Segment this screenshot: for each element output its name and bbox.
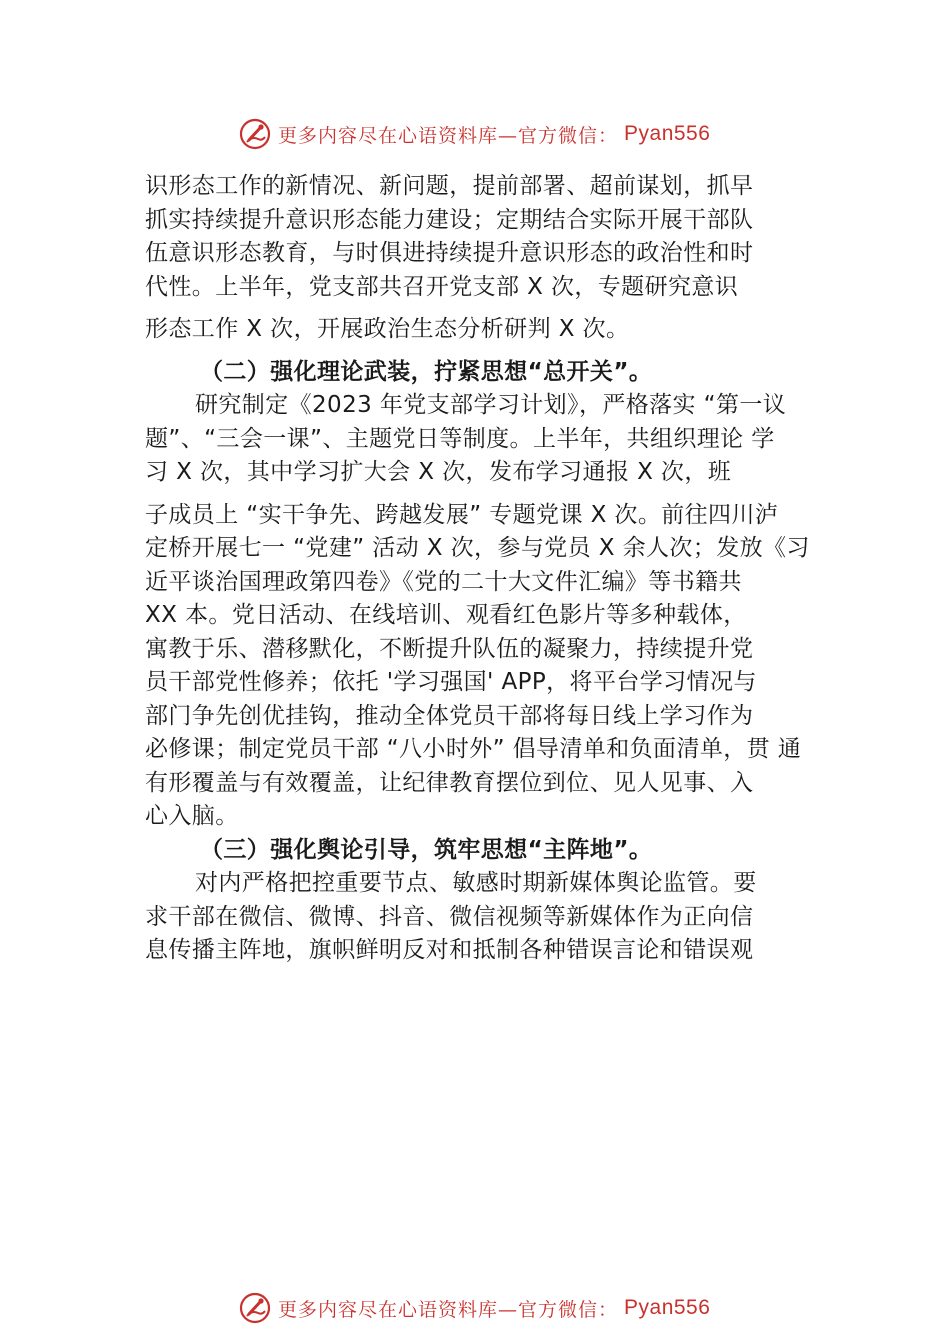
body-line: 息传播主阵地，旗帜鲜明反对和抵制各种错误言论和错误观: [145, 937, 754, 963]
body-line: 有形覆盖与有效覆盖，让纪律教育摆位到位、见人见事、入: [145, 769, 754, 796]
body-line: 心入脑。: [145, 803, 239, 829]
body-line: 部门争先创优挂钩，推动全体党员干部将每日线上学习作为: [145, 702, 754, 729]
watermark-id: Pyan556: [624, 122, 711, 145]
body-line: 识形态工作的新情况、新问题，提前部署、超前谋划，抓早: [145, 173, 754, 199]
stamp-seal-icon: [238, 117, 272, 151]
body-line: 必修课；制定党员干部 “八小时外” 倡导清单和负面清单，贯 通: [145, 736, 802, 762]
watermark-text: 更多内容尽在心语资料库—官方微信：: [278, 1298, 619, 1321]
body-line: 抓实持续提升意识形态能力建设；定期结合实际开展干部队: [145, 206, 754, 233]
body-line: 求干部在微信、微博、抖音、微信视频等新媒体作为正向信: [145, 903, 754, 930]
body-line: 寓教于乐、潜移默化，不断提升队伍的凝聚力，持续提升党: [145, 635, 754, 662]
body-line: XX 本。党日活动、在线培训、观看红色影片等多种载体，: [145, 602, 747, 628]
body-line: 形态工作 X 次，开展政治生态分析研判 X 次。: [145, 316, 630, 342]
body-line: 子成员上 “实干争先、跨越发展” 专题党课 X 次。前往四川泸: [145, 501, 779, 528]
body-line: 研究制定《2023 年党支部学习计划》，严格落实 “第一议: [195, 392, 787, 418]
body-line: 题”、“三会一课”、主题党日等制度。上半年，共组织理论 学: [145, 425, 775, 452]
body-line: 定桥开展七一 “党建” 活动 X 次，参与党员 X 余人次；发放《习: [145, 535, 810, 561]
body-line: 代性。上半年，党支部共召开党支部 X 次，专题研究意识: [145, 273, 739, 300]
body-line: 伍意识形态教育，与时俱进持续提升意识形态的政治性和时: [145, 240, 754, 266]
watermark-text: 更多内容尽在心语资料库—官方微信：: [278, 124, 619, 147]
watermark-id: Pyan556: [624, 1296, 711, 1319]
body-line: 对内严格把控重要节点、敏感时期新媒体舆论监管。要: [195, 870, 757, 896]
watermark-header: [238, 116, 758, 152]
stamp-seal-icon: [238, 1291, 272, 1325]
watermark-footer: [238, 1290, 758, 1326]
body-line: 近平谈治国理政第四卷》《党的二十大文件汇编》等书籍共: [145, 568, 742, 595]
section-heading-3: （三）强化舆论引导，筑牢思想“主阵地”。: [200, 836, 653, 863]
body-line: 习 X 次，其中学习扩大会 X 次，发布学习通报 X 次，班: [145, 459, 732, 485]
document-body: [145, 170, 825, 968]
section-heading-2: （二）强化理论武装，拧紧思想“总开关”。: [200, 358, 653, 385]
body-line: 员干部党性修养；依托 '学习强国' APP，将平台学习情况与: [145, 669, 757, 695]
